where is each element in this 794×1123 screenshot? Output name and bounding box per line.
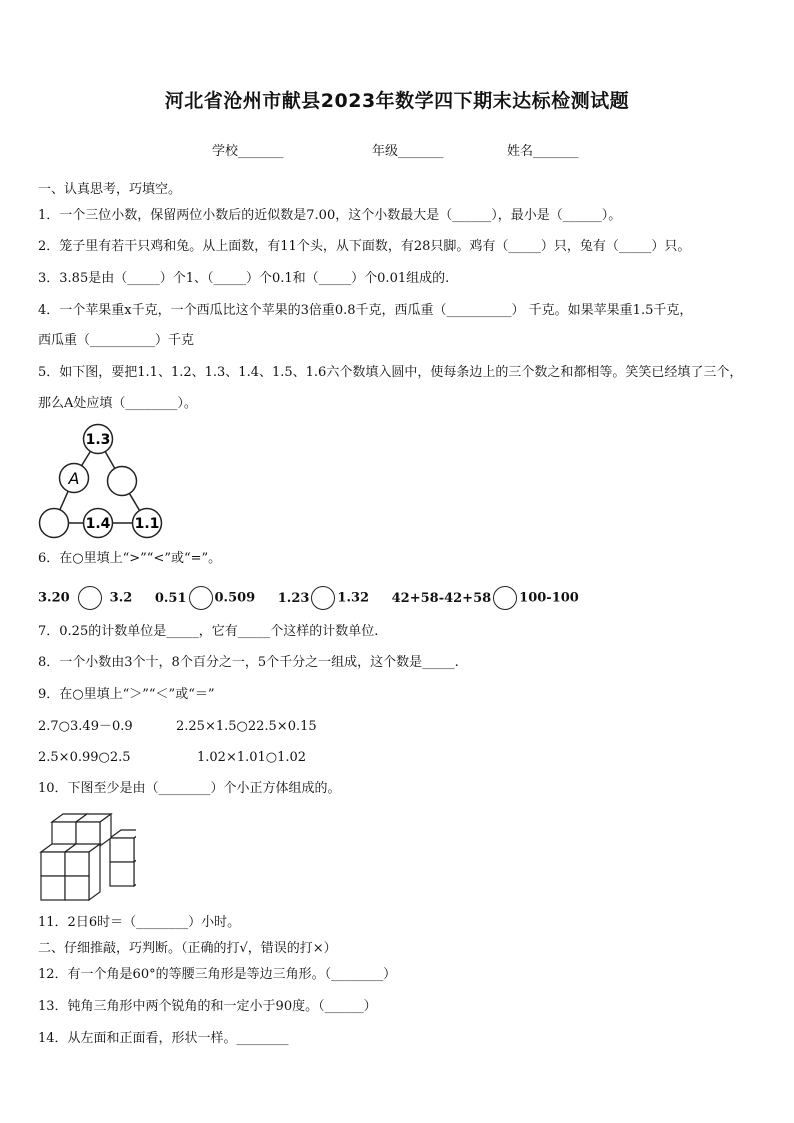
question-2: 2．笼子里有若干只鸡和兔。从上面数，有11个头，从下面数，有28只脚。鸡有（_____）只，兔有（_____）只。 [38,239,691,254]
question-9-item-1: 2.7○3.49－0.9 [38,719,133,734]
label-bottom-mid: 1.4 [85,516,111,532]
circle-right [108,467,137,496]
circle-bottom-left [40,509,69,538]
compare-circle [189,586,213,610]
label-bottom-right: 1.1 [134,516,160,532]
question-14: 14．从左面和正面看，形状一样。________ [38,1031,289,1046]
question-9-item-3: 2.5×0.99○2.5 [38,750,131,765]
question-9-item-2: 2.25×1.5○22.5×0.15 [176,719,317,734]
name-field: 姓名_______ [507,144,579,159]
question-13: 13．钝角三角形中两个锐角的和一定小于90度。（______） [38,999,377,1014]
question-9-item-4: 1.02×1.01○1.02 [197,750,307,765]
question-6-items: 3.20 3.2 0.51 0.509 1.23 1.32 42+58-42+58 100-100 [38,586,579,610]
question-11: 11．2日6时＝（________）小时。 [38,915,241,930]
question-7: 7．0.25的计数单位是_____，它有_____个这样的计数单位. [38,624,379,639]
school-field: 学校_______ [212,144,284,159]
question-3: 3．3.85是由（_____）个1、（_____）个0.1和（_____）个0.01组成的. [38,271,450,286]
question-4-line-2: 西瓜重（__________）千克 [38,333,195,348]
compare-circle [493,586,517,610]
question-10: 10．下图至少是由（________）个小正方体组成的。 [38,781,341,796]
section-1-heading: 一、认真思考，巧填空。 [38,182,182,197]
question-1: 1．一个三位小数，保留两位小数后的近似数是7.00，这个小数最大是（______），最小是（______）。 [38,208,622,223]
question-5-line-1: 5．如下图，要把1.1、1.2、1.3、1.4、1.5、1.6六个数填入圆中，使每条边上的三个数之和都相等。笑笑已经填了三个， [38,365,743,380]
label-top: 1.3 [85,432,111,448]
question-4-line-1: 4．一个苹果重x千克，一个西瓜比这个苹果的3倍重0.8千克，西瓜重（__________） 千克。如果苹果重1.5千克， [38,303,693,318]
question-8: 8．一个小数由3个十，8个百分之一，5个千分之一组成，这个数是_____. [38,655,459,670]
question-12: 12．有一个角是60°的等腰三角形是等边三角形。（________） [38,967,397,982]
label-a: A [68,469,80,488]
question-9: 9．在○里填上“＞”“＜”或“＝” [38,687,215,702]
triangle-circle-figure [36,423,166,543]
page-title: 河北省沧州市献县2023年数学四下期末达标检测试题 [164,90,630,112]
compare-circle [78,586,102,610]
question-5-line-2: 那么A处应填（________）。 [38,396,197,411]
grade-field: 年级_______ [372,144,444,159]
section-2-heading: 二、仔细推敲，巧判断。（正确的打√，错误的打×） [38,941,337,956]
question-6: 6．在○里填上“>”“<”或“=”。 [38,551,222,566]
compare-circle [311,586,335,610]
cube-figure [36,812,136,904]
